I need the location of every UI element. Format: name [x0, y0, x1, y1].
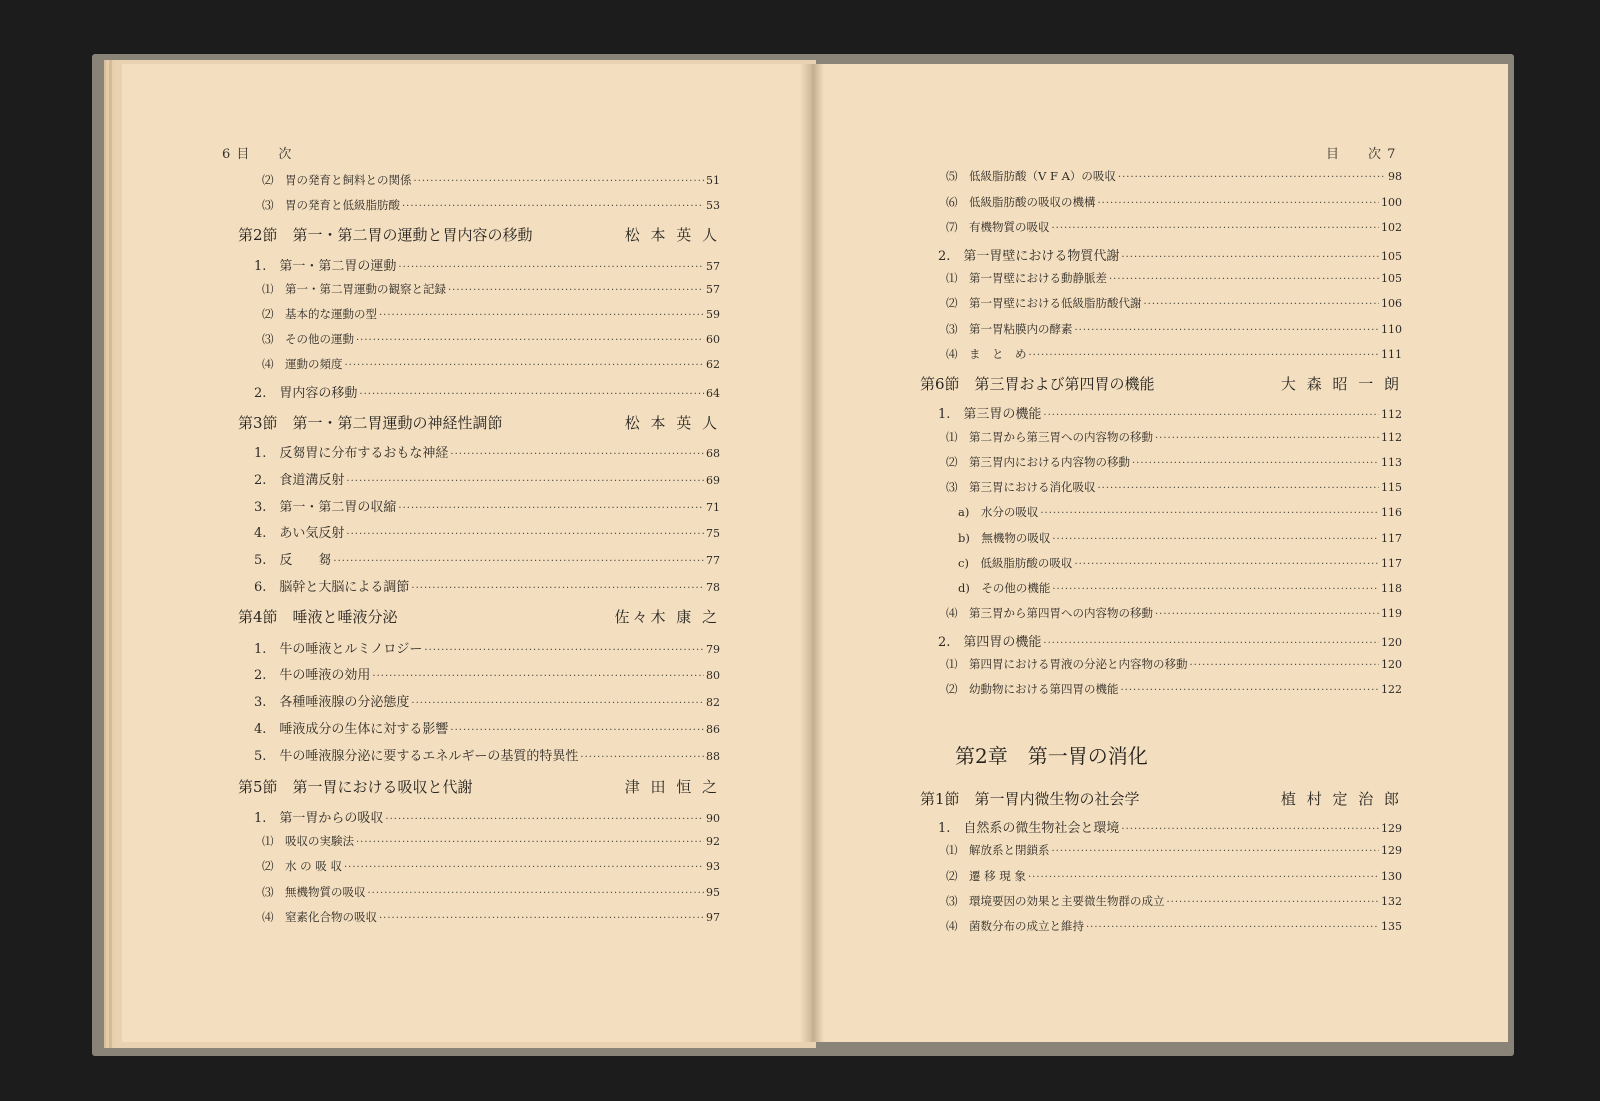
toc-entry-title: 1. 牛の唾液とルミノロジー: [254, 642, 423, 657]
toc-entry: [262, 331, 720, 347]
toc-entry: [946, 893, 1402, 909]
toc-entry: [938, 403, 1402, 422]
toc-entry-title: ⑺ 有機物質の吸収: [946, 220, 1050, 234]
toc-entry-title: 1. 第一胃からの吸収: [254, 811, 384, 826]
section-title: 第2節 第一・第二胃の運動と胃内容の移動: [238, 226, 533, 244]
section-heading: [920, 373, 1402, 394]
toc-entry: [958, 555, 1402, 571]
toc-page-number: 132: [1381, 895, 1402, 908]
dot-leader: [1132, 458, 1379, 469]
toc-entry: [938, 817, 1402, 836]
toc-entry: [254, 469, 720, 488]
dot-leader: [1040, 508, 1379, 519]
toc-page-number: 112: [1381, 431, 1402, 444]
toc-entry: [938, 245, 1402, 264]
toc-entry: [262, 858, 720, 874]
dot-leader: [424, 645, 704, 656]
toc-entry-title: ⑷ 菌数分布の成立と維持: [946, 919, 1084, 933]
toc-page-number: 105: [1381, 250, 1402, 263]
toc-entry: [254, 638, 720, 657]
dot-leader: [345, 360, 705, 371]
dot-leader: [414, 176, 705, 187]
toc-page-number: 113: [1381, 456, 1402, 469]
dot-leader: [1144, 299, 1380, 310]
toc-entry: [958, 580, 1402, 596]
dot-leader: [356, 335, 704, 346]
dot-leader: [448, 285, 704, 296]
section-heading: [920, 788, 1402, 809]
toc-entry: [946, 194, 1402, 210]
toc-page-number: 93: [706, 860, 720, 873]
dot-leader: [368, 888, 705, 899]
dot-leader: [1028, 872, 1379, 883]
section-title: 第1節 第一胃内微生物の社会学: [920, 790, 1140, 808]
toc-page-number: 88: [706, 750, 720, 763]
section-author: 津 田 恒 之: [624, 778, 720, 796]
toc-entry-title: b) 無機物の吸収: [958, 531, 1051, 545]
dot-leader: [372, 671, 704, 682]
toc-page-number: 79: [706, 643, 720, 656]
toc-page-number: 119: [1381, 607, 1402, 620]
section-heading: [238, 776, 720, 797]
toc-entry-title: ⑹ 低級脂肪酸の吸収の機構: [946, 195, 1096, 209]
toc-entry-title: 3. 各種唾液腺の分泌態度: [254, 695, 410, 710]
dot-leader: [344, 862, 704, 873]
dot-leader: [1190, 660, 1380, 671]
toc-page-number: 118: [1381, 582, 1402, 595]
toc-entry: [254, 522, 720, 541]
toc-entry: [946, 454, 1402, 470]
toc-entry-title: ⑵ 第三胃内における内容物の移動: [946, 455, 1130, 469]
toc-page-number: 129: [1381, 822, 1402, 835]
dot-leader: [356, 837, 704, 848]
toc-entry: [262, 281, 720, 297]
toc-entry: [946, 479, 1402, 495]
toc-entry-title: 6. 脳幹と大脳による調節: [254, 580, 410, 595]
toc-page-number: 86: [706, 723, 720, 736]
book-gutter: [800, 64, 824, 1042]
toc-entry-title: 4. 唾液成分の生体に対する影響: [254, 722, 449, 737]
section-heading: [238, 224, 720, 245]
toc-entry-title: ⑶ 無機物質の吸収: [262, 885, 366, 899]
dot-leader: [450, 725, 704, 736]
dot-leader: [1155, 433, 1379, 444]
toc-entry-title: ⑶ その他の運動: [262, 332, 354, 346]
section-author: 松 本 英 人: [624, 226, 720, 244]
dot-leader: [1075, 325, 1380, 336]
toc-page-number: 95: [706, 886, 720, 899]
toc-entry: [254, 664, 720, 683]
toc-page-number: 98: [1388, 170, 1402, 183]
toc-entry: [946, 168, 1402, 184]
toc-page-number: 59: [706, 308, 720, 321]
toc-entry-title: ⑸ 低級脂肪酸（V F A）の吸収: [946, 169, 1116, 183]
toc-page-number: 117: [1381, 532, 1402, 545]
toc-entry-title: ⑵ 水 の 吸 収: [262, 859, 342, 873]
toc-entry-title: c) 低級脂肪酸の吸収: [958, 556, 1073, 570]
toc-entry-title: ⑶ 胃の発育と低級脂肪酸: [262, 198, 400, 212]
toc-page-number: 53: [706, 199, 720, 212]
section-heading: [238, 412, 720, 433]
dot-leader: [346, 476, 704, 487]
toc-page-number: 57: [706, 283, 720, 296]
toc-entry: [946, 681, 1402, 697]
toc-entry-title: ⑷ ま と め: [946, 347, 1027, 361]
toc-entry-title: 1. 第一・第二胃の運動: [254, 259, 397, 274]
toc-entry: [254, 496, 720, 515]
dot-leader: [1155, 609, 1379, 620]
toc-page-number: 112: [1381, 408, 1402, 421]
toc-entry: [262, 356, 720, 372]
toc-entry-title: ⑶ 第三胃における消化吸収: [946, 480, 1096, 494]
dot-leader: [1074, 559, 1379, 570]
toc-entry-title: ⑶ 第一胃粘膜内の酵素: [946, 322, 1073, 336]
toc-page-number: 116: [1381, 506, 1402, 519]
toc-page-number: 130: [1381, 870, 1402, 883]
dot-leader: [1052, 223, 1380, 234]
section-title: 第6節 第三胃および第四胃の機能: [920, 375, 1155, 393]
dot-leader: [346, 529, 704, 540]
dot-leader: [1043, 638, 1379, 649]
dot-leader: [1052, 534, 1379, 545]
toc-entry: [254, 718, 720, 737]
toc-entry-title: ⑴ 第一胃壁における動静脈差: [946, 271, 1107, 285]
toc-page-number: 80: [706, 669, 720, 682]
dot-leader: [379, 913, 704, 924]
section-heading: [238, 606, 720, 627]
toc-page-number: 68: [706, 447, 720, 460]
toc-entry: [262, 306, 720, 322]
toc-entry-title: 2. 牛の唾液の効用: [254, 668, 371, 683]
section-title: 第5節 第一胃における吸収と代謝: [238, 778, 473, 796]
toc-page-number: 100: [1381, 196, 1402, 209]
toc-entry: [946, 295, 1402, 311]
dot-leader: [1052, 584, 1379, 595]
dot-leader: [359, 389, 704, 400]
toc-entry-title: 1. 第三胃の機能: [938, 407, 1042, 422]
toc-entry: [946, 868, 1402, 884]
dot-leader: [402, 201, 704, 212]
toc-page-number: 117: [1381, 557, 1402, 570]
toc-entry-title: 2. 第四胃の機能: [938, 635, 1042, 650]
dot-leader: [1086, 922, 1379, 933]
toc-entry-title: 3. 第一・第二胃の収縮: [254, 500, 397, 515]
toc-entry: [254, 549, 720, 568]
dot-leader: [1029, 350, 1380, 361]
toc-entry: [254, 255, 720, 274]
toc-entry-title: 5. 牛の唾液腺分泌に要するエネルギーの基質的特異性: [254, 749, 579, 764]
toc-entry-title: ⑵ 基本的な運動の型: [262, 307, 377, 321]
dot-leader: [1052, 846, 1380, 857]
toc-page-number: 120: [1381, 658, 1402, 671]
toc-page-number: 110: [1381, 323, 1402, 336]
toc-entry: [254, 745, 720, 764]
toc-entry-title: 1. 反芻胃に分布するおもな神経: [254, 446, 449, 461]
toc-page-number: 51: [706, 174, 720, 187]
left-page-header: 6 目 次: [222, 147, 293, 162]
toc-entry: [262, 833, 720, 849]
toc-entry: [254, 382, 720, 401]
toc-entry: [946, 605, 1402, 621]
toc-entry-title: ⑵ 幼動物における第四胃の機能: [946, 682, 1119, 696]
toc-entry: [946, 918, 1402, 934]
toc-entry: [262, 172, 720, 188]
toc-page-number: 97: [706, 911, 720, 924]
section-author: 佐々木 康 之: [614, 608, 720, 626]
dot-leader: [1109, 274, 1379, 285]
right-page-header: 目 次 7: [1326, 147, 1397, 162]
section-author: 松 本 英 人: [624, 414, 720, 432]
toc-page-number: 122: [1381, 683, 1402, 696]
toc-entry: [262, 197, 720, 213]
dot-leader: [379, 310, 704, 321]
toc-entry-title: 4. あい気反射: [254, 526, 345, 541]
toc-entry-title: 2. 食道溝反射: [254, 473, 345, 488]
chapter-title: 第2章 第一胃の消化: [955, 744, 1148, 768]
dot-leader: [1167, 897, 1380, 908]
toc-entry-title: ⑵ 遷 移 現 象: [946, 869, 1026, 883]
toc-page-number: 82: [706, 696, 720, 709]
dot-leader: [1098, 198, 1380, 209]
toc-page-number: 111: [1381, 348, 1402, 361]
toc-entry-title: 2. 第一胃壁における物質代謝: [938, 249, 1120, 264]
section-title: 第4節 唾液と唾液分泌: [238, 608, 398, 626]
toc-page-number: 69: [706, 474, 720, 487]
section-title: 第3節 第一・第二胃運動の神経性調節: [238, 414, 503, 432]
toc-entry-title: ⑴ 第二胃から第三胃への内容物の移動: [946, 430, 1153, 444]
toc-entry: [254, 691, 720, 710]
dot-leader: [1121, 824, 1379, 835]
toc-entry: [938, 631, 1402, 650]
toc-entry: [946, 270, 1402, 286]
toc-page-number: 78: [706, 581, 720, 594]
toc-entry: [262, 909, 720, 925]
toc-page-number: 135: [1381, 920, 1402, 933]
toc-entry: [262, 884, 720, 900]
toc-entry: [958, 504, 1402, 520]
dot-leader: [1043, 410, 1379, 421]
dot-leader: [333, 556, 704, 567]
section-author: 大 森 昭 一 朗: [1280, 375, 1402, 393]
toc-page-number: 106: [1381, 297, 1402, 310]
toc-page-number: 71: [706, 501, 720, 514]
toc-entry-title: ⑴ 解放系と閉鎖系: [946, 843, 1050, 857]
toc-entry-title: ⑷ 窒素化合物の吸収: [262, 910, 377, 924]
toc-page-number: 90: [706, 812, 720, 825]
toc-page-number: 64: [706, 387, 720, 400]
toc-entry: [946, 219, 1402, 235]
toc-entry-title: ⑷ 第三胃から第四胃への内容物の移動: [946, 606, 1153, 620]
section-author: 植 村 定 治 郎: [1280, 790, 1402, 808]
toc-page-number: 60: [706, 333, 720, 346]
dot-leader: [411, 698, 704, 709]
toc-page-number: 102: [1381, 221, 1402, 234]
dot-leader: [385, 814, 704, 825]
dot-leader: [398, 503, 704, 514]
toc-entry: [254, 807, 720, 826]
dot-leader: [398, 262, 704, 273]
toc-entry-title: ⑷ 運動の頻度: [262, 357, 343, 371]
toc-entry: [254, 442, 720, 461]
dot-leader: [411, 583, 704, 594]
toc-entry-title: 5. 反 芻: [254, 553, 332, 568]
toc-entry-title: ⑴ 第四胃における胃液の分泌と内容物の移動: [946, 657, 1188, 671]
toc-entry: [946, 842, 1402, 858]
toc-page-number: 129: [1381, 844, 1402, 857]
toc-entry-title: ⑵ 胃の発育と飼料との関係: [262, 173, 412, 187]
dot-leader: [1098, 483, 1380, 494]
toc-page-number: 77: [706, 554, 720, 567]
dot-leader: [580, 752, 704, 763]
toc-entry-title: 2. 胃内容の移動: [254, 386, 358, 401]
toc-page-number: 92: [706, 835, 720, 848]
toc-page-number: 105: [1381, 272, 1402, 285]
toc-entry-title: ⑴ 吸収の実験法: [262, 834, 354, 848]
toc-entry-title: ⑵ 第一胃壁における低級脂肪酸代謝: [946, 296, 1142, 310]
toc-page-number: 75: [706, 527, 720, 540]
toc-page-number: 62: [706, 358, 720, 371]
toc-page-number: 57: [706, 260, 720, 273]
toc-entry: [946, 429, 1402, 445]
toc-entry-title: d) その他の機能: [958, 581, 1051, 595]
toc-entry: [946, 321, 1402, 337]
toc-entry-title: a) 水分の吸収: [958, 505, 1039, 519]
dot-leader: [1118, 172, 1386, 183]
toc-entry-title: ⑶ 環境要因の効果と主要微生物群の成立: [946, 894, 1165, 908]
toc-entry: [254, 576, 720, 595]
dot-leader: [1121, 252, 1379, 263]
toc-page-number: 120: [1381, 636, 1402, 649]
toc-entry: [958, 530, 1402, 546]
dot-leader: [450, 449, 704, 460]
toc-entry-title: ⑴ 第一・第二胃運動の観察と記録: [262, 282, 446, 296]
dot-leader: [1121, 685, 1380, 696]
toc-entry: [946, 346, 1402, 362]
toc-page-number: 115: [1381, 481, 1402, 494]
toc-entry: [946, 656, 1402, 672]
toc-entry-title: 1. 自然系の微生物社会と環境: [938, 821, 1120, 836]
